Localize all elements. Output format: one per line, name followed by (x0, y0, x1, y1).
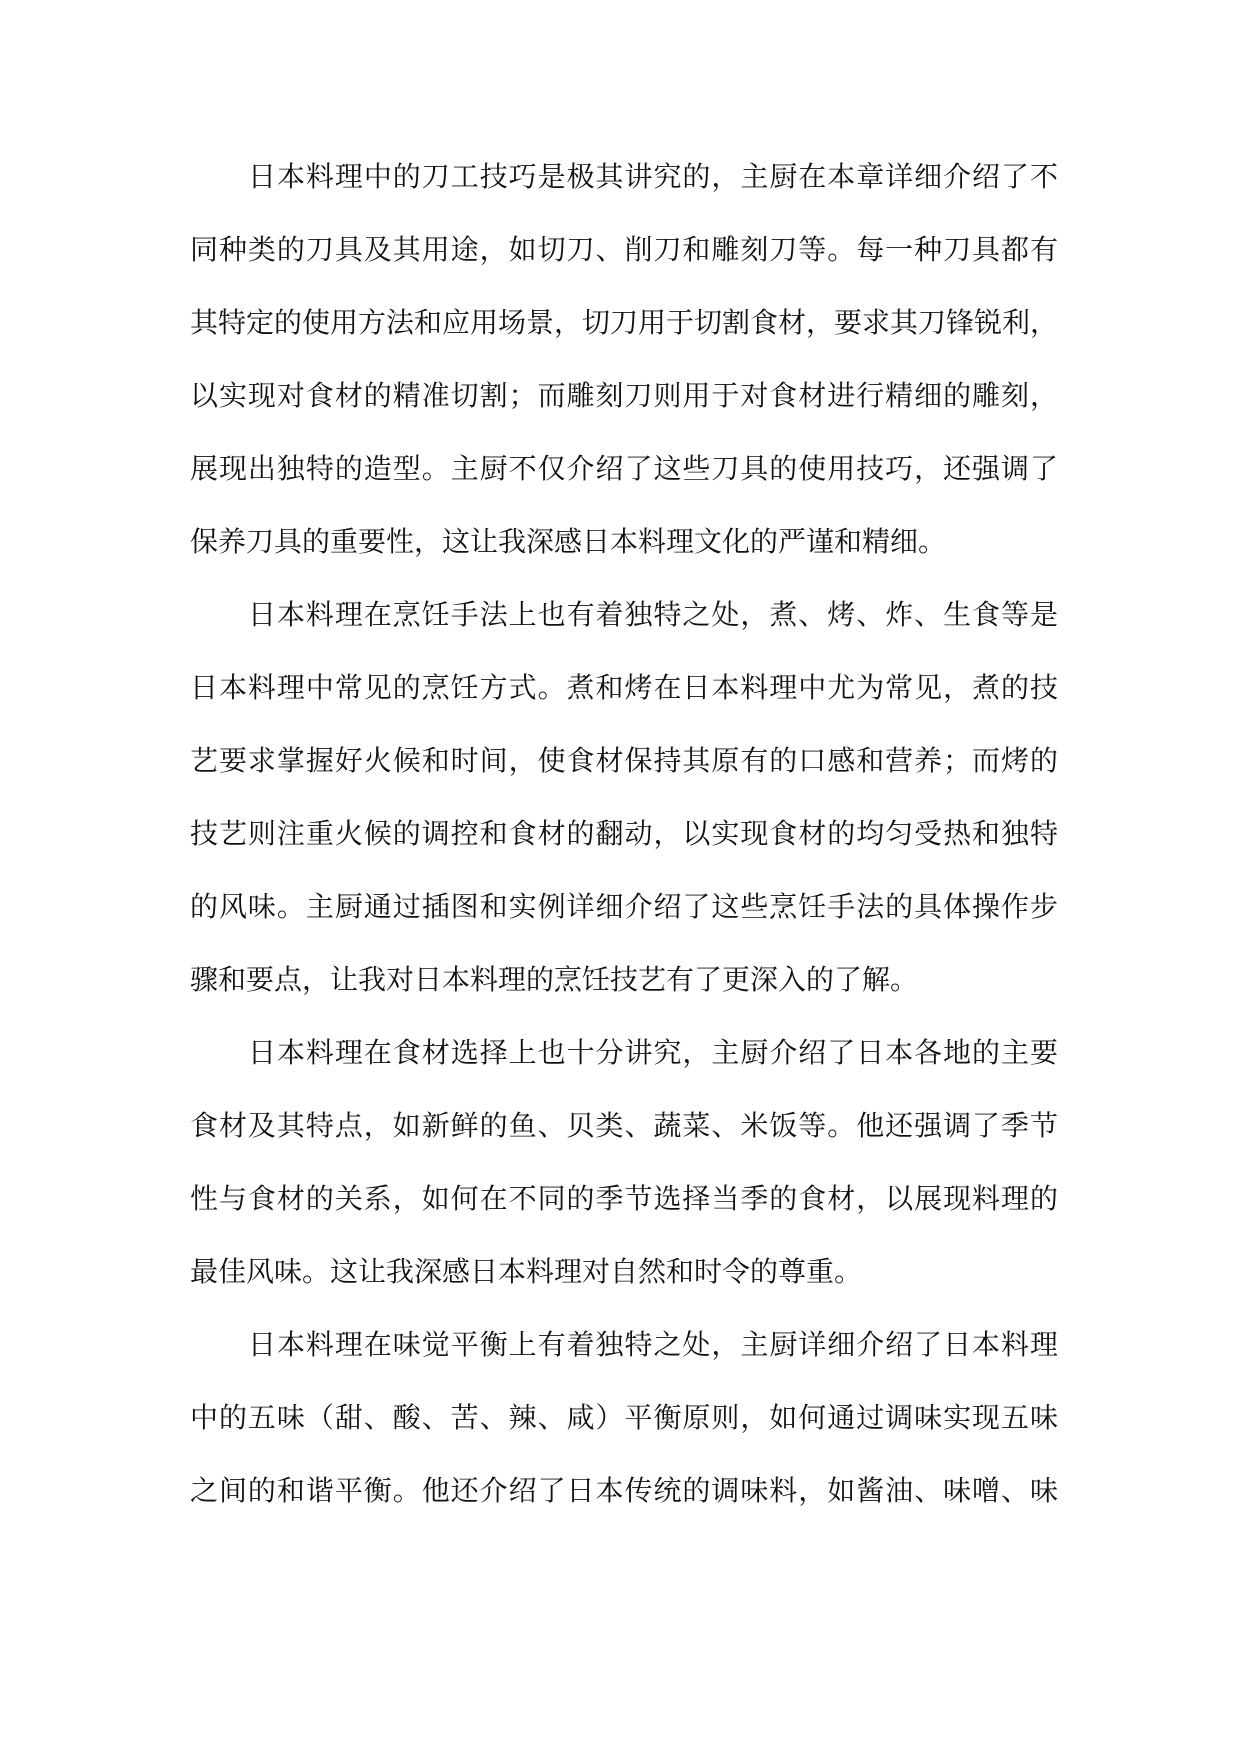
paragraph-knife-skills (190, 140, 1058, 578)
text-line: 保养刀具的重要性，这让我深感日本料理文化的严谨和精细。 (190, 525, 947, 558)
text-line: 中的五味（甜、酸、苦、辣、咸）平衡原则，如何通过调味实现五味 (190, 1401, 1058, 1434)
text-line: 食材及其特点，如新鲜的鱼、贝类、蔬菜、米饭等。他还强调了季节 (190, 1109, 1058, 1142)
paragraph-cooking-methods (190, 578, 1058, 1016)
text-line: 性与食材的关系，如何在不同的季节选择当季的食材，以展现料理的 (190, 1182, 1058, 1215)
text-line: 其特定的使用方法和应用场景，切刀用于切割食材，要求其刀锋锐利， (190, 306, 1058, 339)
text-line: 以实现对食材的精准切割；而雕刻刀则用于对食材进行精细的雕刻， (190, 379, 1058, 412)
text-line: 日本料理在味觉平衡上有着独特之处，主厨详细介绍了日本料理 (248, 1328, 1058, 1361)
text-line: 技艺则注重火候的调控和食材的翻动，以实现食材的均匀受热和独特 (190, 817, 1058, 850)
paragraph-taste-balance (190, 1308, 1058, 1527)
text-line: 日本料理在食材选择上也十分讲究，主厨介绍了日本各地的主要 (248, 1036, 1058, 1069)
text-line: 日本料理在烹饪手法上也有着独特之处，煮、烤、炸、生食等是 (248, 598, 1058, 631)
body-text (190, 140, 1058, 1527)
text-line: 日本料理中的刀工技巧是极其讲究的，主厨在本章详细介绍了不 (248, 160, 1058, 193)
text-line: 展现出独特的造型。主厨不仅介绍了这些刀具的使用技巧，还强调了 (190, 452, 1058, 485)
text-line: 骤和要点，让我对日本料理的烹饪技艺有了更深入的了解。 (190, 963, 919, 996)
text-line: 艺要求掌握好火候和时间，使食材保持其原有的口感和营养；而烤的 (190, 744, 1058, 777)
text-line: 最佳风味。这让我深感日本料理对自然和时令的尊重。 (190, 1255, 863, 1288)
paragraph-ingredients (190, 1016, 1058, 1308)
text-line: 日本料理中常见的烹饪方式。煮和烤在日本料理中尤为常见，煮的技 (190, 671, 1058, 704)
text-line: 同种类的刀具及其用途，如切刀、削刀和雕刻刀等。每一种刀具都有 (190, 233, 1058, 266)
text-line: 的风味。主厨通过插图和实例详细介绍了这些烹饪手法的具体操作步 (190, 890, 1058, 923)
text-line: 之间的和谐平衡。他还介绍了日本传统的调味料，如酱油、味噌、味 (190, 1474, 1058, 1507)
